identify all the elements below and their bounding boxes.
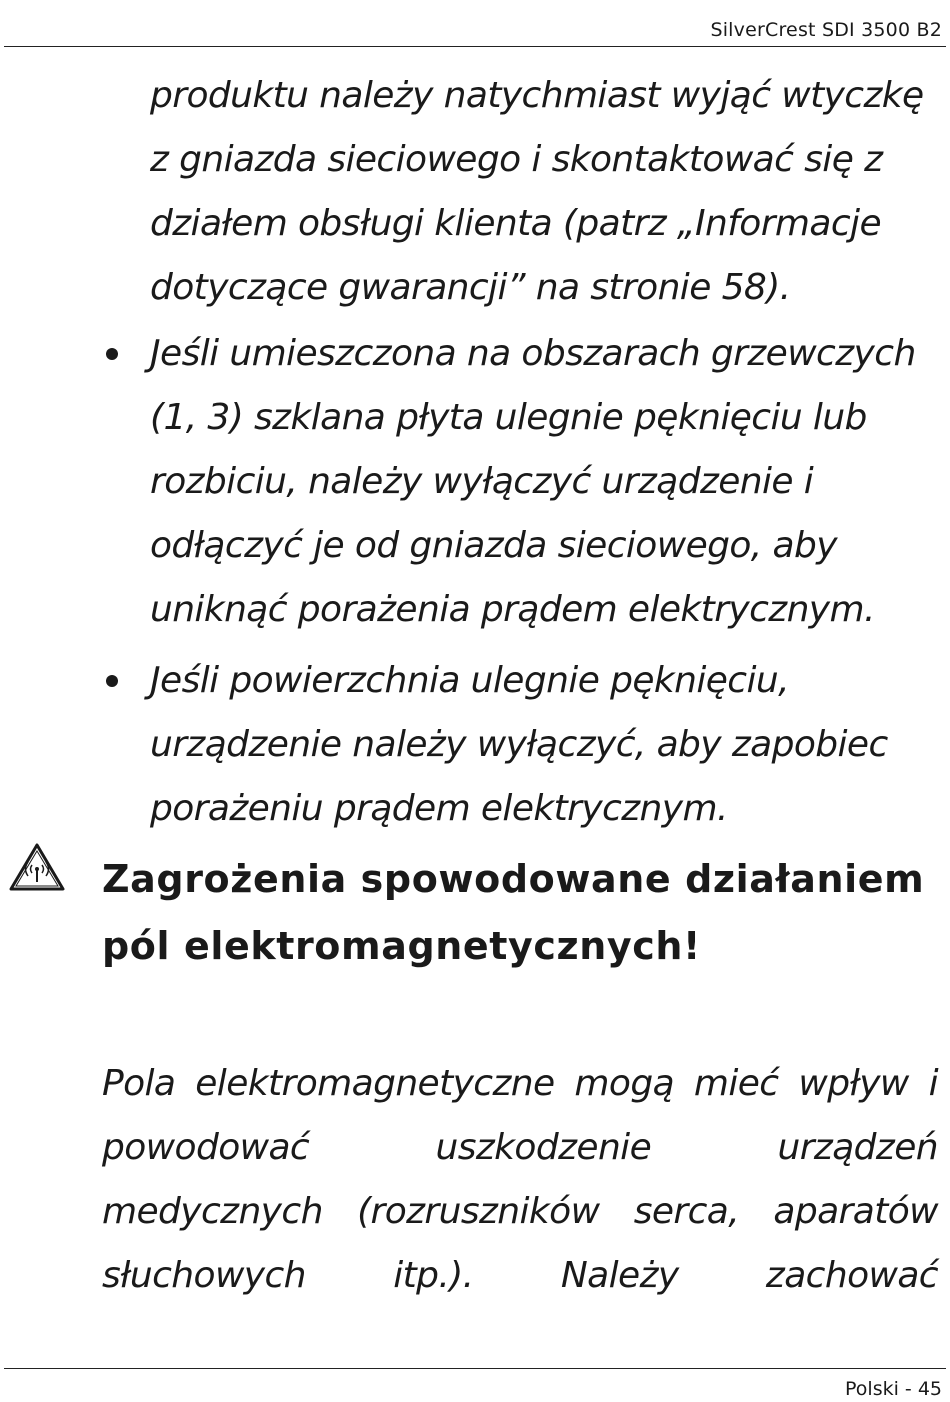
continued-paragraph: produktu należy natychmiast wyjąć wtyczkę z gniazda sieciowego i skontaktować się z działem obsługi klienta (patrz „Informacje dotyczące gwarancji” na stronie 58). [150,75,924,308]
list-item [150,322,940,642]
section-paragraph: Pola elektromagnetyczne mogą mieć wpływ i powodować uszkodzenie urządzeń medycznych (rozruszników serca, aparatów słuchowych itp.). Należy zachować [102,1063,938,1296]
header-divider [4,46,946,47]
bullet-dot-icon [106,675,118,687]
section-heading: Zagrożenia spowodowane działaniem pól elektromagnetycznych! [102,857,925,968]
list-item-text: Jeśli umieszczona na obszarach grzewczych (1, 3) szklana płyta ulegnie pęknięciu lub rozbiciu, należy wyłączyć urządzenie i odłączyć je od gniazda sieciowego, aby uniknąć porażenia prądem elektrycznym. [150,333,916,630]
running-header-title: SilverCrest SDI 3500 B2 [710,19,942,41]
list-item-text: Jeśli powierzchnia ulegnie pęknięciu, urządzenie należy wyłączyć, aby zapobiec porażeniu prądem elektrycznym. [150,660,888,829]
bullet-dot-icon [106,348,118,360]
footer-divider [4,1368,946,1369]
page-number: Polski - 45 [845,1378,942,1400]
list-item [150,649,940,841]
electromagnetic-warning-icon [8,842,66,892]
